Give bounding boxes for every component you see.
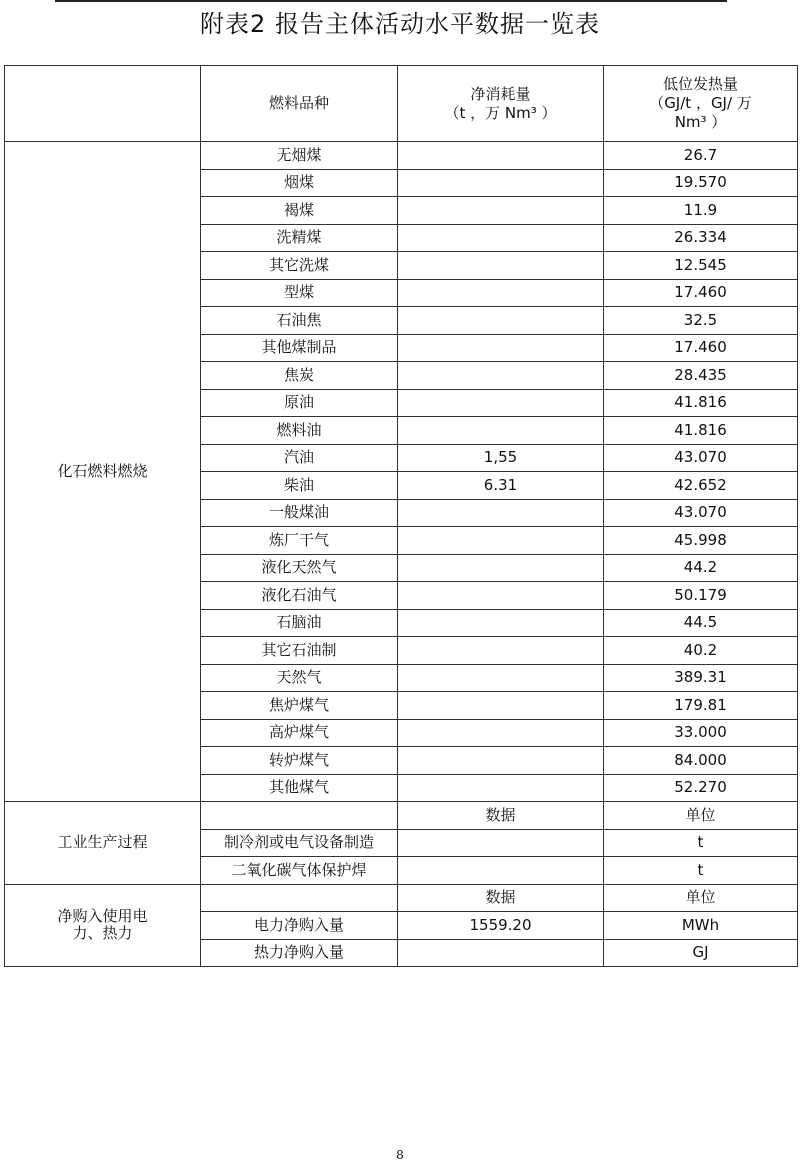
consumption-cell — [398, 609, 604, 637]
consumption-cell — [398, 582, 604, 610]
item-name-cell: 热力净购入量 — [201, 939, 398, 967]
fuel-name-cell: 褐煤 — [201, 197, 398, 225]
category-label-line2: 力、热力 — [72, 924, 133, 943]
heat-value-cell: 17.460 — [604, 279, 798, 307]
consumption-cell — [398, 169, 604, 197]
fuel-name-cell: 石脑油 — [201, 609, 398, 637]
consumption-cell — [398, 637, 604, 665]
header-heat-unit-1: （GJ/t ，GJ/ 万 — [649, 94, 752, 112]
unit-cell: GJ — [604, 939, 798, 967]
consumption-cell — [398, 197, 604, 225]
section-header-data: 数据 — [398, 884, 604, 912]
consumption-cell — [398, 417, 604, 445]
heat-value-cell: 44.2 — [604, 554, 798, 582]
consumption-cell — [398, 774, 604, 802]
item-name-cell: 二氧化碳气体保护焊 — [201, 857, 398, 885]
consumption-cell — [398, 362, 604, 390]
heat-value-cell: 41.816 — [604, 417, 798, 445]
heat-value-cell: 19.570 — [604, 169, 798, 197]
fuel-name-cell: 洗精煤 — [201, 224, 398, 252]
section-header-unit: 单位 — [604, 802, 798, 830]
fuel-name-cell: 高炉煤气 — [201, 719, 398, 747]
category-cell-fossil: 化石燃料燃烧 — [5, 142, 201, 802]
consumption-cell — [398, 389, 604, 417]
header-consumption-unit: （t ，万 Nm³ ） — [444, 103, 557, 122]
fuel-name-cell: 其它石油制 — [201, 637, 398, 665]
header-heat-label: 低位发热量 — [662, 75, 738, 93]
heat-value-cell: 26.7 — [604, 142, 798, 170]
consumption-cell: 1,55 — [398, 444, 604, 472]
heat-value-cell: 43.070 — [604, 499, 798, 527]
fuel-name-cell: 原油 — [201, 389, 398, 417]
table-row — [5, 802, 798, 830]
category-cell-industrial: 工业生产过程 — [5, 802, 201, 885]
data-cell: 1559.20 — [398, 912, 604, 940]
consumption-cell — [398, 719, 604, 747]
category-cell-purchased — [5, 884, 201, 967]
consumption-cell — [398, 664, 604, 692]
header-cell-category — [5, 66, 201, 142]
fuel-name-cell: 液化天然气 — [201, 554, 398, 582]
fuel-name-cell: 汽油 — [201, 444, 398, 472]
heat-value-cell: 11.9 — [604, 197, 798, 225]
fuel-name-cell: 烟煤 — [201, 169, 398, 197]
consumption-cell — [398, 747, 604, 775]
heat-value-cell: 33.000 — [604, 719, 798, 747]
fuel-name-cell: 燃料油 — [201, 417, 398, 445]
consumption-cell — [398, 692, 604, 720]
fuel-name-cell: 其他煤制品 — [201, 334, 398, 362]
unit-cell: t — [604, 857, 798, 885]
category-label-line1: 净购入使用电 — [57, 907, 148, 926]
empty-cell — [201, 884, 398, 912]
data-cell — [398, 829, 604, 857]
fuel-name-cell: 其他煤气 — [201, 774, 398, 802]
heat-value-cell: 43.070 — [604, 444, 798, 472]
consumption-cell — [398, 499, 604, 527]
consumption-cell — [398, 527, 604, 555]
fuel-name-cell: 型煤 — [201, 279, 398, 307]
header-cell-heat — [604, 66, 798, 142]
heat-value-cell: 32.5 — [604, 307, 798, 335]
fuel-name-cell: 液化石油气 — [201, 582, 398, 610]
page-title: 附表2 报告主体活动水平数据一览表 — [200, 10, 600, 38]
heat-value-cell: 41.816 — [604, 389, 798, 417]
unit-cell: t — [604, 829, 798, 857]
header-heat-unit-2: Nm³ ） — [674, 113, 727, 131]
section-header-data: 数据 — [398, 802, 604, 830]
table-row — [5, 884, 798, 912]
consumption-cell: 6.31 — [398, 472, 604, 500]
heat-value-cell: 45.998 — [604, 527, 798, 555]
fuel-name-cell: 焦炉煤气 — [201, 692, 398, 720]
heat-value-cell: 40.2 — [604, 637, 798, 665]
heat-value-cell: 26.334 — [604, 224, 798, 252]
consumption-cell — [398, 252, 604, 280]
heat-value-cell: 50.179 — [604, 582, 798, 610]
fuel-name-cell: 石油焦 — [201, 307, 398, 335]
fuel-name-cell: 一般煤油 — [201, 499, 398, 527]
heat-value-cell: 12.545 — [604, 252, 798, 280]
fuel-name-cell: 炼厂干气 — [201, 527, 398, 555]
consumption-cell — [398, 307, 604, 335]
heat-value-cell: 42.652 — [604, 472, 798, 500]
fuel-name-cell: 柴油 — [201, 472, 398, 500]
consumption-cell — [398, 142, 604, 170]
data-cell — [398, 857, 604, 885]
unit-cell: MWh — [604, 912, 798, 940]
header-row — [5, 66, 798, 142]
consumption-cell — [398, 554, 604, 582]
fuel-name-cell: 其它洗煤 — [201, 252, 398, 280]
consumption-cell — [398, 334, 604, 362]
top-rule — [55, 0, 727, 2]
fuel-name-cell: 转炉煤气 — [201, 747, 398, 775]
consumption-cell — [398, 279, 604, 307]
page-number: 8 — [396, 1148, 404, 1162]
header-cell-fuel: 燃料品种 — [201, 66, 398, 142]
consumption-cell — [398, 224, 604, 252]
heat-value-cell: 17.460 — [604, 334, 798, 362]
fuel-name-cell: 焦炭 — [201, 362, 398, 390]
heat-value-cell: 44.5 — [604, 609, 798, 637]
section-header-unit: 单位 — [604, 884, 798, 912]
heat-value-cell: 389.31 — [604, 664, 798, 692]
empty-cell — [201, 802, 398, 830]
item-name-cell: 制冷剂或电气设备制造 — [201, 829, 398, 857]
header-consumption-label: 净消耗量 — [470, 84, 531, 103]
header-cell-consumption — [398, 66, 604, 142]
activity-data-table — [4, 65, 798, 967]
heat-value-cell: 52.270 — [604, 774, 798, 802]
heat-value-cell: 84.000 — [604, 747, 798, 775]
data-cell — [398, 939, 604, 967]
item-name-cell: 电力净购入量 — [201, 912, 398, 940]
heat-value-cell: 179.81 — [604, 692, 798, 720]
heat-value-cell: 28.435 — [604, 362, 798, 390]
fuel-name-cell: 无烟煤 — [201, 142, 398, 170]
fuel-name-cell: 天然气 — [201, 664, 398, 692]
table-row — [5, 142, 798, 170]
